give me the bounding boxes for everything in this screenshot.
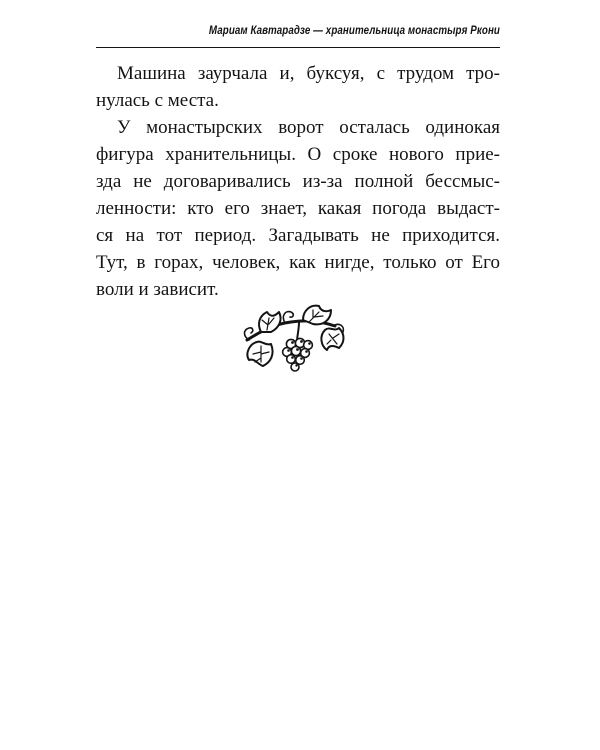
paragraph — [96, 60, 500, 114]
text-line: зда не договаривались из-за полной бессмыс- — [96, 171, 500, 192]
paragraph — [96, 114, 500, 303]
text-line: ленности: кто его знает, какая погода выдаст- — [96, 198, 500, 219]
text-line: Тут, в горах, человек, как нигде, только от Его — [96, 252, 500, 273]
running-head: Мариам Кавтарадзе — хранительница монастыря Ркони — [208, 25, 500, 37]
text-line: ся на тот период. Загадывать не приходится. — [96, 225, 500, 246]
header-rule — [96, 47, 500, 48]
text-block — [96, 60, 500, 303]
text-line: нулась с места. — [96, 90, 219, 111]
text-line: У монастырских ворот осталась одинокая — [117, 117, 500, 138]
text-line: воли и зависит. — [96, 279, 219, 300]
text-line: фигура хранительницы. О сроке нового прие- — [96, 144, 500, 165]
text-line: Машина заурчала и, буксуя, с трудом тро- — [117, 63, 500, 84]
grapevine-icon — [241, 296, 353, 372]
